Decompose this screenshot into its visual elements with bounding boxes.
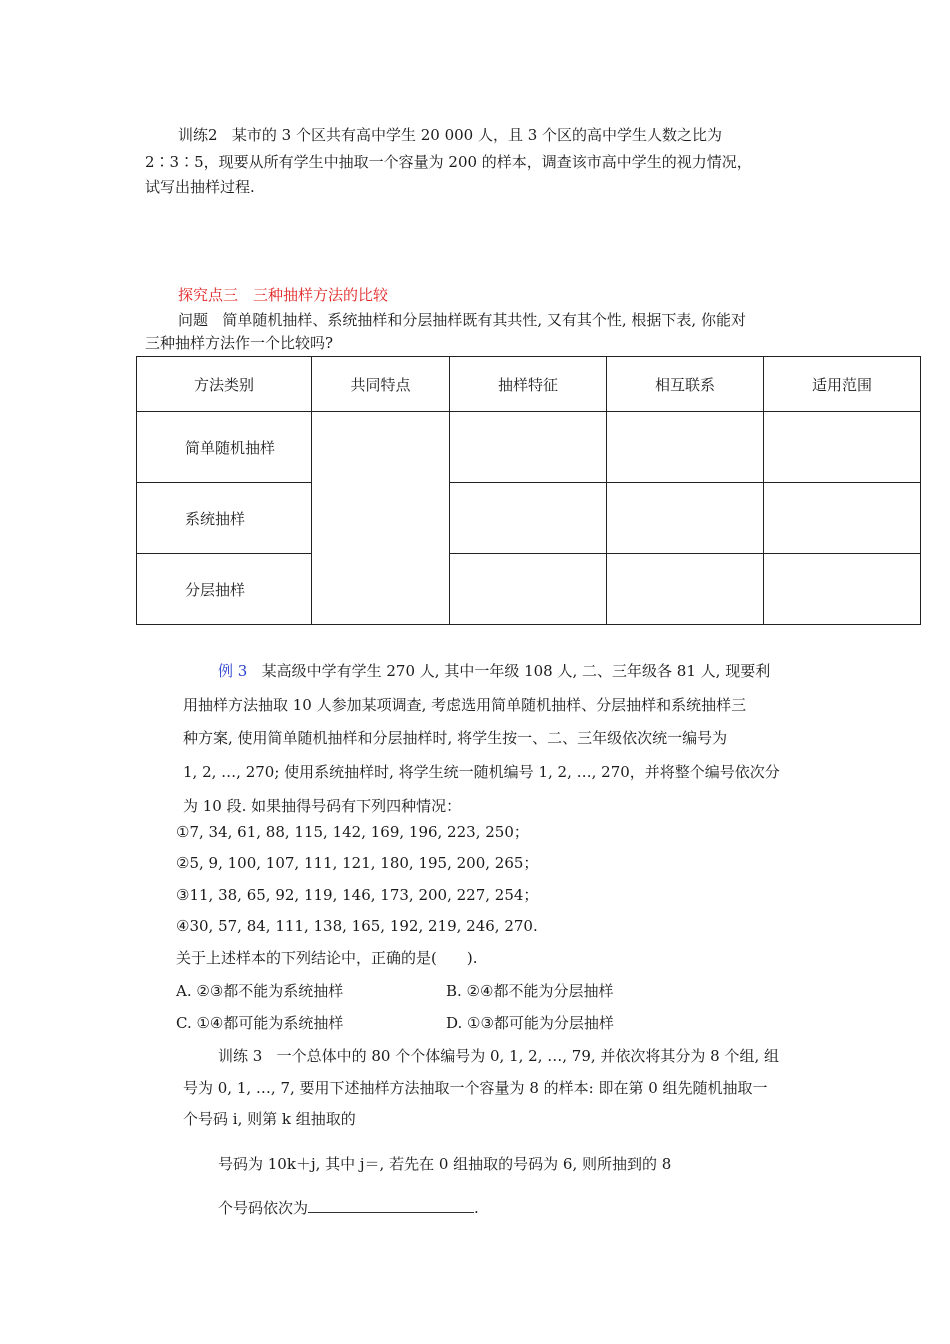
example3-line3: 种方案, 使用简单随机抽样和分层抽样时, 将学生按一、二、三年级依次统一编号为 [183,729,728,747]
training3-line3: 个号码 i, 则第 k 组抽取的 [183,1110,356,1128]
training3-line5: 个号码依次为 . [218,1199,479,1217]
common-features-cell [312,412,450,625]
row-label: 系统抽样 [137,483,312,554]
training3-line1: 训练 3 一个总体中的 80 个个体编号为 0, 1, 2, …, 79, 并依次将其分为 8 个组, 组 [218,1047,780,1065]
table-header: 适用范围 [764,357,921,412]
table-row [137,483,921,554]
table-cell [607,412,764,483]
training3-line2: 号为 0, 1, …, 7, 要用下述抽样方法抽取一个容量为 8 的样本: 即在第 0 组先随机抽取一 [183,1079,768,1097]
example3-prompt: 关于上述样本的下列结论中，正确的是( ). [176,949,478,967]
row-label: 简单随机抽样 [137,412,312,483]
table-row [137,554,921,625]
comparison-table [136,356,921,625]
table-header: 相互联系 [607,357,764,412]
option-b: B. ②④都不能为分层抽样 [446,982,614,1000]
table-cell [450,412,607,483]
table-cell [764,412,921,483]
table-header: 抽样特征 [450,357,607,412]
training2-line2: 2∶3∶5，现要从所有学生中抽取一个容量为 200 的样本，调查该市高中学生的视力情况， [145,153,752,171]
option-c: C. ①④都可能为系统抽样 [176,1014,344,1032]
table-header: 方法类别 [137,357,312,412]
answer-blank[interactable] [308,1198,474,1213]
table-row [137,412,921,483]
question-line1: 问题 简单随机抽样、系统抽样和分层抽样既有其共性, 又有其个性, 根据下表, 你能对 [178,311,746,329]
example3-label: 例 3 [218,662,248,680]
table-cell [764,483,921,554]
option-d: D. ①③都可能为分层抽样 [446,1014,614,1032]
table-header-row [137,357,921,412]
question-label: 问题 [178,311,209,329]
question-line2: 三种抽样方法作一个比较吗? [145,334,334,352]
table-cell [450,483,607,554]
example3-line1: 例 3 某高级中学有学生 270 人, 其中一年级 108 人, 二、三年级各 81 人, 现要利 [218,662,771,680]
example3-line5: 为 10 段. 如果抽得号码有下列四种情况： [183,797,462,815]
example3-line2: 用抽样方法抽取 10 人参加某项调查, 考虑选用简单随机抽样、分层抽样和系统抽样三 [183,696,747,714]
training3-label: 训练 3 [218,1047,263,1065]
row-label: 分层抽样 [137,554,312,625]
section3-heading: 探究点三 三种抽样方法的比较 [178,286,389,304]
case-4: ④30, 57, 84, 111, 138, 165, 192, 219, 246, 270. [176,917,538,935]
table-cell [450,554,607,625]
training2-line1: 训练2 某市的 3 个区共有高中学生 20 000 人，且 3 个区的高中学生人数之比为 [178,126,723,144]
example3-line4: 1, 2, …, 270; 使用系统抽样时, 将学生统一随机编号 1, 2, …, 270，并将整个编号依次分 [183,763,780,781]
case-2: ②5, 9, 100, 107, 111, 121, 180, 195, 200, 265； [176,854,539,872]
table-header: 共同特点 [312,357,450,412]
table-cell [607,554,764,625]
case-3: ③11, 38, 65, 92, 119, 146, 173, 200, 227, 254； [176,886,539,904]
table-cell [764,554,921,625]
training2-line3: 试写出抽样过程. [145,178,255,196]
option-a: A. ②③都不能为系统抽样 [176,982,344,1000]
training3-line4: 号码为 10k＋j, 其中 j＝, 若先在 0 组抽取的号码为 6, 则所抽到的 8 [218,1155,672,1173]
training2-label: 训练2 [178,126,218,144]
table-cell [607,483,764,554]
case-1: ①7, 34, 61, 88, 115, 142, 169, 196, 223, 250； [176,823,529,841]
